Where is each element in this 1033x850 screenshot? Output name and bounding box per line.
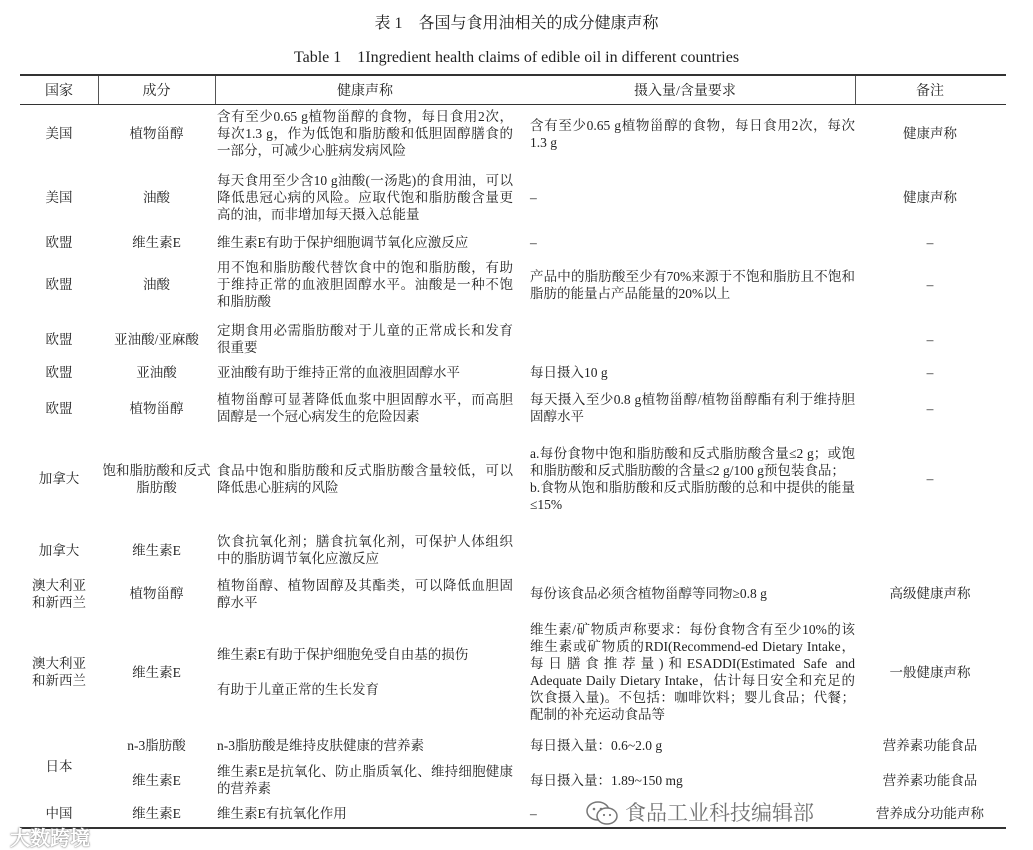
ingredient-cell <box>98 104 215 163</box>
claim-paragraph: 维生素E有助于保护细胞调节氧化应激反应 <box>217 234 469 250</box>
intake-text: 每日摄入10 g <box>530 365 608 380</box>
note-cell <box>855 231 1005 253</box>
ingredient-text: 油酸 <box>143 189 170 205</box>
claim-text <box>217 234 468 251</box>
ingredient-text: 亚油酸 <box>136 365 177 380</box>
country-text: 中国 <box>45 805 73 821</box>
claim-cell <box>217 362 513 383</box>
claim-text <box>217 391 513 425</box>
claim-cell <box>217 166 513 228</box>
header-ingredient: 成分 <box>142 84 171 99</box>
watermark-right-text: 食品工业科技编辑部 <box>625 801 814 825</box>
claim-cell <box>217 616 513 728</box>
note-cell <box>855 803 1005 823</box>
note-text: – <box>926 331 934 347</box>
note-cell <box>855 530 1005 570</box>
ingredient-cell <box>98 166 215 228</box>
intake-cell <box>530 733 855 757</box>
claim-text <box>217 172 513 223</box>
claim-paragraph: 植物甾醇可显著降低血浆中胆固醇水平，而高胆固醇是一个冠心病发生的危险因素 <box>217 392 513 424</box>
claim-cell <box>217 430 513 527</box>
note-cell <box>855 256 1005 313</box>
wechat-icon <box>585 800 619 826</box>
claim-paragraph: 维生素E有助于保护细胞免受自由基的损伤 <box>217 647 469 662</box>
claim-text <box>217 322 513 356</box>
top-rule <box>20 74 1006 76</box>
intake-cell <box>530 104 855 163</box>
claim-text <box>217 364 460 381</box>
country-text: 澳大利亚和新西兰 <box>32 577 86 610</box>
intake-cell <box>530 362 855 383</box>
country-cell <box>20 388 98 428</box>
claim-paragraph: 定期食用必需脂肪酸对于儿童的正常成长和发育很重要 <box>217 323 513 355</box>
claim-cell <box>217 256 513 313</box>
intake-text: 维生素/矿物质声称要求：每份食物含有至少10%的该维生素或矿物质的RDI(Recommend-ed Dietary Intake，每日膳食推荐量)和ESADDI(Estimated Safe and Adequate Daily Dietary Intake，估计每日安全和充足的饮食摄入量)。不包括：咖啡饮料；婴儿食品；代餐；配制的补充运动食品等 <box>530 622 855 722</box>
intake-text <box>530 445 855 513</box>
intake-cell <box>530 166 855 228</box>
intake-cell <box>530 574 855 613</box>
claim-cell <box>217 733 513 757</box>
country-cell <box>20 256 98 313</box>
claim-cell <box>217 231 513 253</box>
ingredient-text: 油酸 <box>143 277 170 292</box>
ingredient-cell <box>98 256 215 313</box>
ingredient-cell <box>98 231 215 253</box>
claim-text <box>217 259 513 310</box>
claim-text <box>217 646 468 698</box>
ingredient-cell <box>98 430 215 527</box>
intake-text: 每天摄入至少0.8 g植物甾醇/植物甾醇酯有利于维持胆固醇水平 <box>530 392 855 424</box>
claim-paragraph: 维生素E是抗氧化、防止脂质氧化、维持细胞健康的营养素 <box>217 764 513 796</box>
note-text: – <box>926 400 934 416</box>
claim-paragraph: 用不饱和脂肪酸代替饮食中的饱和脂肪酸，有助于维持正常的血液胆固醇水平。油酸是一种不饱和脂肪酸 <box>217 260 513 309</box>
country-cell <box>20 231 98 253</box>
country-text: 加拿大 <box>38 542 80 558</box>
ingredient-cell <box>98 362 215 383</box>
country-text: 欧盟 <box>45 234 73 250</box>
header-country: 国家 <box>45 84 73 99</box>
ingredient-text: 维生素E <box>132 664 181 680</box>
intake-cell <box>530 388 855 428</box>
ingredient-text: 植物甾醇 <box>129 400 184 416</box>
intake-text: – <box>530 234 537 250</box>
note-text: 健康声称 <box>903 126 957 141</box>
claim-paragraph: 有助于儿童正常的生长发育 <box>217 682 379 697</box>
intake-text: 产品中的脂肪酸至少有70%来源于不饱和脂肪且不饱和脂肪的能量占产品能量的20%以上 <box>530 268 855 301</box>
claim-text <box>217 763 513 797</box>
intake-cell <box>530 530 855 570</box>
watermark-right <box>585 800 814 826</box>
intake-line: b.食物从饱和脂肪酸和反式脂肪酸的总和中提供的能量≤15% <box>530 479 855 512</box>
intake-text: 含有至少0.65 g植物甾醇的食物，每日食用2次，每次1.3 g <box>530 117 855 150</box>
claim-cell <box>217 574 513 613</box>
country-text: 美国 <box>45 126 73 141</box>
watermark-left: 大数跨境 <box>10 826 90 850</box>
claim-text <box>217 737 424 754</box>
country-cell <box>20 430 98 527</box>
country-cell <box>20 616 98 728</box>
claim-text <box>217 462 513 496</box>
claim-text <box>217 805 347 822</box>
intake-cell <box>530 430 855 527</box>
ingredient-cell <box>98 616 215 728</box>
country-cell <box>20 574 98 613</box>
ingredient-cell <box>98 388 215 428</box>
note-text: – <box>926 277 934 292</box>
table-title-cn: 表 1 各国与食用油相关的成分健康声称 <box>374 15 659 32</box>
country-text: 澳大利亚和新西兰 <box>32 656 86 688</box>
ingredient-cell <box>98 733 215 757</box>
intake-line: a.每份食物中饱和脂肪酸和反式脂肪酸含量≤2 g；或饱和脂肪酸和反式脂肪酸的含量≤2 g/100 g预包装食品； <box>530 445 855 478</box>
note-cell <box>855 166 1005 228</box>
country-cell <box>20 803 98 823</box>
note-cell <box>855 362 1005 383</box>
claim-paragraph: 食品中饱和脂肪酸和反式脂肪酸含量较低，可以降低患心脏病的风险 <box>217 462 513 495</box>
country-cell <box>20 166 98 228</box>
claim-cell <box>217 388 513 428</box>
claim-text <box>217 108 513 159</box>
ingredient-cell <box>98 318 215 360</box>
country-cell <box>20 318 98 360</box>
claim-paragraph: 每天食用至少含10 g油酸(一汤匙)的食用油，可以降低患冠心病的风险。应取代饱和脂肪酸含量更高的油，而非增加每天摄入总能量 <box>217 172 513 222</box>
note-text: – <box>926 471 934 486</box>
note-cell <box>855 574 1005 613</box>
claim-paragraph: n-3脂肪酸是维持皮肤健康的营养素 <box>217 737 424 753</box>
intake-text: 每份该食品必须含植物甾醇等同物≥0.8 g <box>530 586 767 601</box>
header-intake: 摄入量/含量要求 <box>634 84 736 99</box>
note-text: 营养素功能食品 <box>882 737 978 753</box>
country-text: 加拿大 <box>38 471 80 486</box>
country-text: 欧盟 <box>45 331 73 347</box>
claim-paragraph: 饮食抗氧化剂；膳食抗氧化剂，可保护人体组织中的脂肪调节氧化应激反应 <box>217 534 513 566</box>
country-text: 欧盟 <box>45 277 73 292</box>
note-text: 营养素功能食品 <box>882 772 978 788</box>
country-cell <box>20 104 98 163</box>
ingredient-text: n-3脂肪酸 <box>127 737 186 753</box>
ingredient-text: 维生素E <box>132 234 181 250</box>
header-claim: 健康声称 <box>337 84 393 99</box>
country-text: 美国 <box>45 189 73 205</box>
header-note: 备注 <box>916 84 944 99</box>
note-cell <box>855 733 1005 757</box>
ingredient-text: 植物甾醇 <box>129 126 184 141</box>
note-cell <box>855 430 1005 527</box>
note-cell <box>855 104 1005 163</box>
claim-paragraph: 亚油酸有助于维持正常的血液胆固醇水平 <box>217 365 460 380</box>
intake-cell <box>530 760 855 800</box>
ingredient-cell <box>98 803 215 823</box>
country-label: 日本 <box>45 759 73 774</box>
ingredient-text: 饱和脂肪酸和反式脂肪酸 <box>102 462 211 495</box>
ingredient-text: 亚油酸/亚麻酸 <box>114 331 199 347</box>
note-cell <box>855 616 1005 728</box>
claim-cell <box>217 318 513 360</box>
claim-paragraph: 植物甾醇、植物固醇及其酯类，可以降低血胆固醇水平 <box>217 577 513 610</box>
intake-text: 每日摄入量：1.89~150 mg <box>530 772 683 788</box>
country-cell <box>20 530 98 570</box>
ingredient-text: 维生素E <box>132 805 181 821</box>
ingredient-text: 维生素E <box>132 772 181 788</box>
ingredient-cell <box>98 574 215 613</box>
ingredient-cell <box>98 530 215 570</box>
intake-cell <box>530 318 855 360</box>
claim-cell <box>217 803 513 823</box>
note-text: 一般健康声称 <box>889 664 971 680</box>
table-title-en: Table 1 1Ingredient health claims of edible oil in different countries <box>293 49 740 66</box>
country-text: 欧盟 <box>45 400 73 416</box>
intake-cell <box>530 231 855 253</box>
claim-paragraph: 含有至少0.65 g植物甾醇的食物，每日食用2次，每次1.3 g，作为低饱和脂肪酸和低胆固醇膳食的一部分，可减少心脏病发病风险 <box>217 109 513 158</box>
note-cell <box>855 388 1005 428</box>
intake-cell <box>530 616 855 728</box>
ingredient-text: 维生素E <box>132 542 181 558</box>
country-text: 欧盟 <box>45 365 73 380</box>
note-cell <box>855 318 1005 360</box>
bottom-rule <box>20 827 1006 829</box>
intake-cell <box>530 256 855 313</box>
country-cell-japan <box>20 733 98 800</box>
intake-text: 每日摄入量：0.6~2.0 g <box>530 737 663 753</box>
note-text: 健康声称 <box>903 189 957 205</box>
intake-text: – <box>530 189 537 205</box>
claim-cell <box>217 104 513 163</box>
note-cell <box>855 760 1005 800</box>
claim-cell <box>217 760 513 800</box>
claim-text <box>217 533 513 567</box>
ingredient-cell <box>98 760 215 800</box>
note-text: 高级健康声称 <box>889 586 971 601</box>
note-text: – <box>926 365 934 380</box>
intake-text: – <box>530 805 537 821</box>
note-text: 营养成分功能声称 <box>876 805 984 821</box>
country-cell <box>20 362 98 383</box>
claim-cell <box>217 530 513 570</box>
claim-paragraph: 维生素E有抗氧化作用 <box>217 805 347 821</box>
note-text: – <box>926 234 934 250</box>
claim-text <box>217 577 513 611</box>
ingredient-text: 植物甾醇 <box>129 586 184 601</box>
